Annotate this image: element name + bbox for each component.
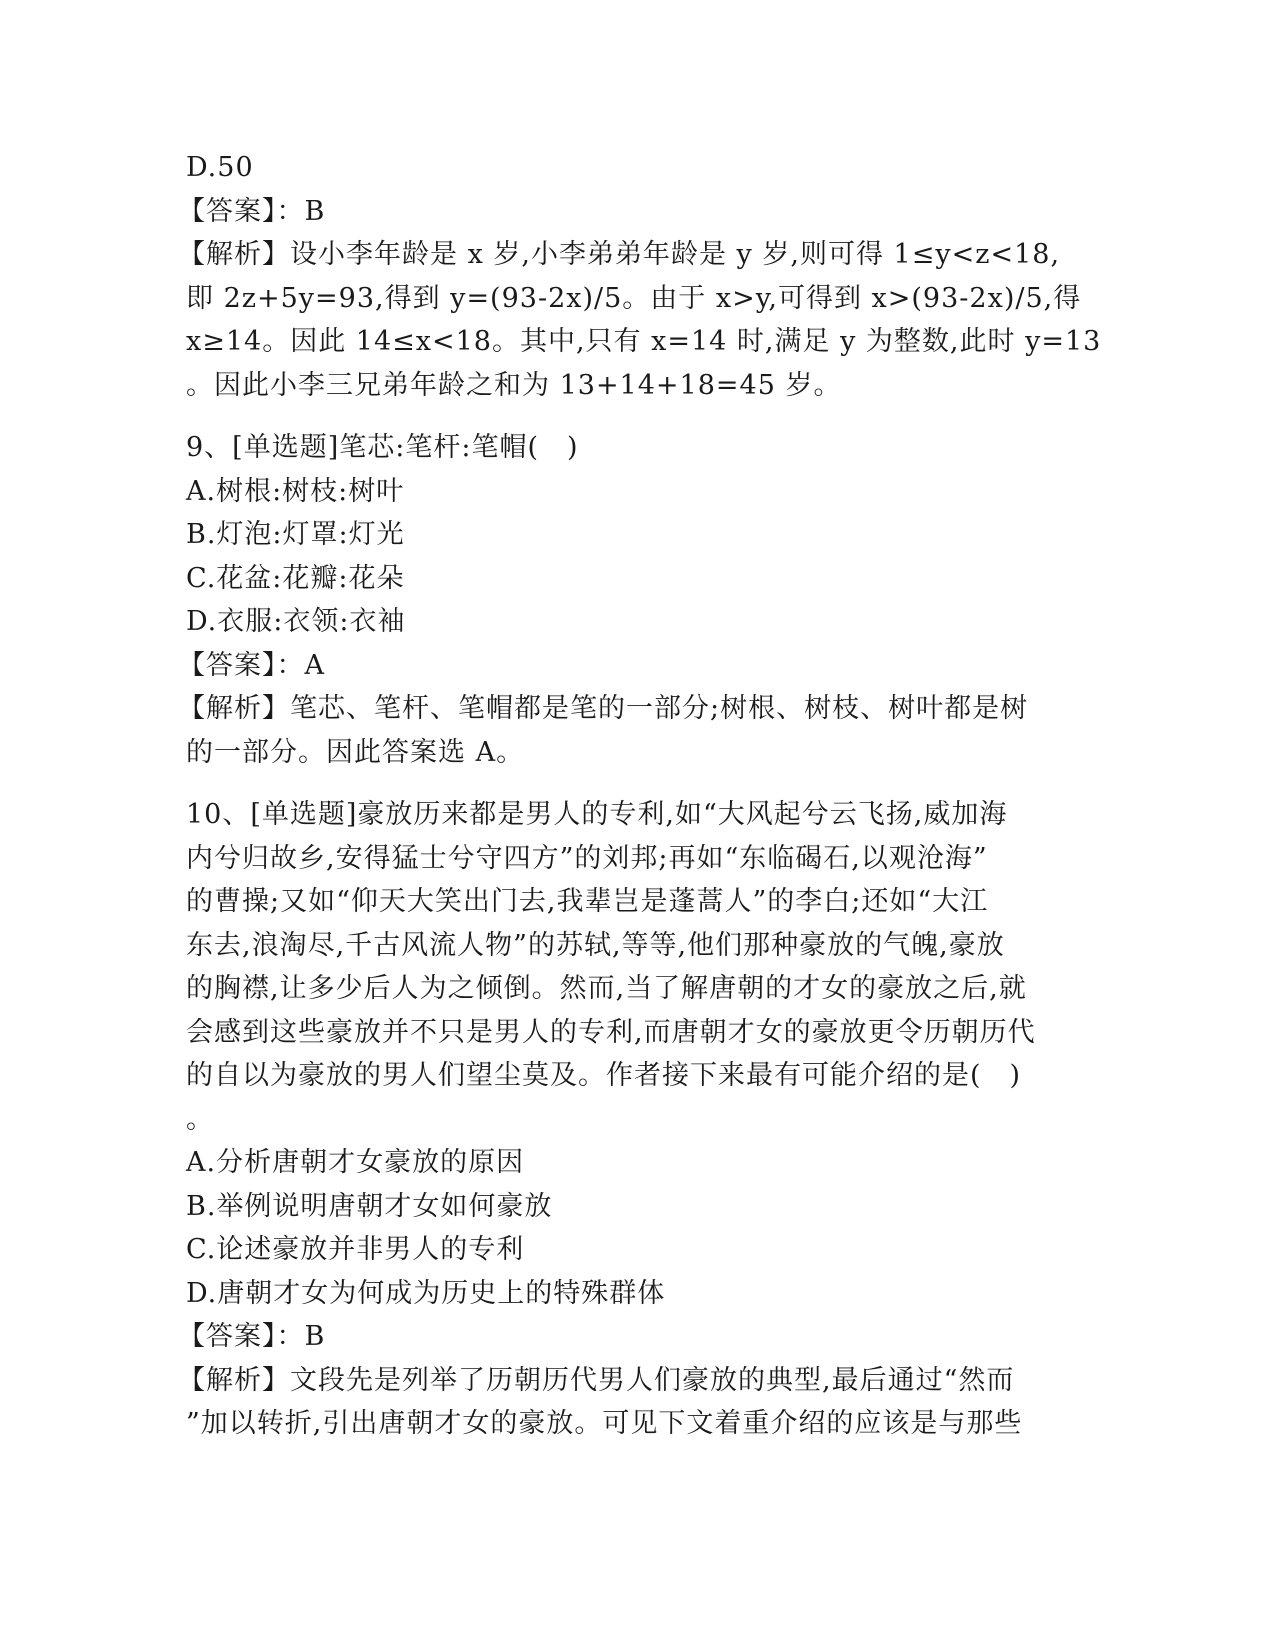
q8-analysis-line: 。因此小李三兄弟年龄之和为 13+14+18=45 岁。 — [186, 369, 842, 401]
q8-option-d: D.50 — [186, 152, 254, 183]
q9-analysis-line: 的一部分。因此答案选 A。 — [186, 736, 525, 768]
q9-option-d: D.衣服:衣领:衣袖 — [186, 606, 406, 637]
q10-analysis-line: ”加以转折,引出唐朝才女的豪放。可见下文着重介绍的应该是与那些 — [186, 1408, 1023, 1439]
q10-stem-line: 。 — [186, 1103, 214, 1135]
q10-stem-line: 的胸襟,让多少后人为之倾倒。然而,当了解唐朝的才女的豪放之后,就 — [186, 973, 1027, 1004]
document-page — [178, 146, 1102, 1446]
q9-option-c: C.花盆:花瓣:花朵 — [186, 562, 405, 594]
q8-analysis-line: 即 2z+5y=93,得到 y=(93-2x)/5。由于 x>y,可得到 x>(93-2x)/5,得 — [186, 282, 1082, 314]
q10-answer: 【答案】：B — [178, 1321, 326, 1352]
q10-stem-line: 的自以为豪放的男人们望尘莫及。作者接下来最有可能介绍的是( ) — [186, 1060, 1022, 1091]
section-gap — [186, 407, 1086, 426]
q8-analysis-line: 【解析】设小李年龄是 x 岁,小李弟弟年龄是 y 岁,则可得 1≤y<z<18, — [178, 239, 1061, 270]
q10-analysis-line: 【解析】文段先是列举了历朝历代男人们豪放的典型,最后通过“然而 — [178, 1364, 1015, 1396]
q9-stem: 9、[单选题]笔芯:笔杆:笔帽( ) — [186, 432, 579, 463]
q10-option-c: C.论述豪放并非男人的专利 — [186, 1234, 525, 1265]
q9-analysis-line: 【解析】笔芯、笔杆、笔帽都是笔的一部分;树根、树枝、树叶都是树 — [178, 693, 1029, 724]
q9-answer: 【答案】：A — [178, 649, 325, 681]
q10-stem-line: 的曹操;又如“仰天大笑出门去,我辈岂是蓬蒿人”的李白;还如“大江 — [186, 886, 989, 917]
section-gap — [186, 774, 1086, 793]
q8-analysis-line: x≥14。因此 14≤x<18。其中,只有 x=14 时,满足 y 为整数,此时 y=13 — [186, 326, 1102, 357]
q10-option-a: A.分析唐朝才女豪放的原因 — [186, 1147, 525, 1178]
q10-stem-line: 10、[单选题]豪放历来都是男人的专利,如“大风起兮云飞扬,威加海 — [186, 799, 1008, 830]
q10-stem-line: 内兮归故乡,安得猛士兮守四方”的刘邦;再如“东临碣石,以观沧海” — [186, 842, 988, 874]
q9-option-b: B.灯泡:灯罩:灯光 — [186, 519, 405, 550]
q10-stem-line: 会感到这些豪放并不只是男人的专利,而唐朝才女的豪放更令历朝历代 — [186, 1016, 1036, 1048]
q9-option-a: A.树根:树枝:树叶 — [186, 475, 405, 507]
q8-answer: 【答案】：B — [178, 195, 326, 227]
q10-option-b: B.举例说明唐朝才女如何豪放 — [186, 1190, 553, 1222]
q10-stem-line: 东去,浪淘尽,千古风流人物”的苏轼,等等,他们那种豪放的气魄,豪放 — [186, 929, 1005, 961]
q10-option-d: D.唐朝才女为何成为历史上的特殊群体 — [186, 1277, 666, 1309]
